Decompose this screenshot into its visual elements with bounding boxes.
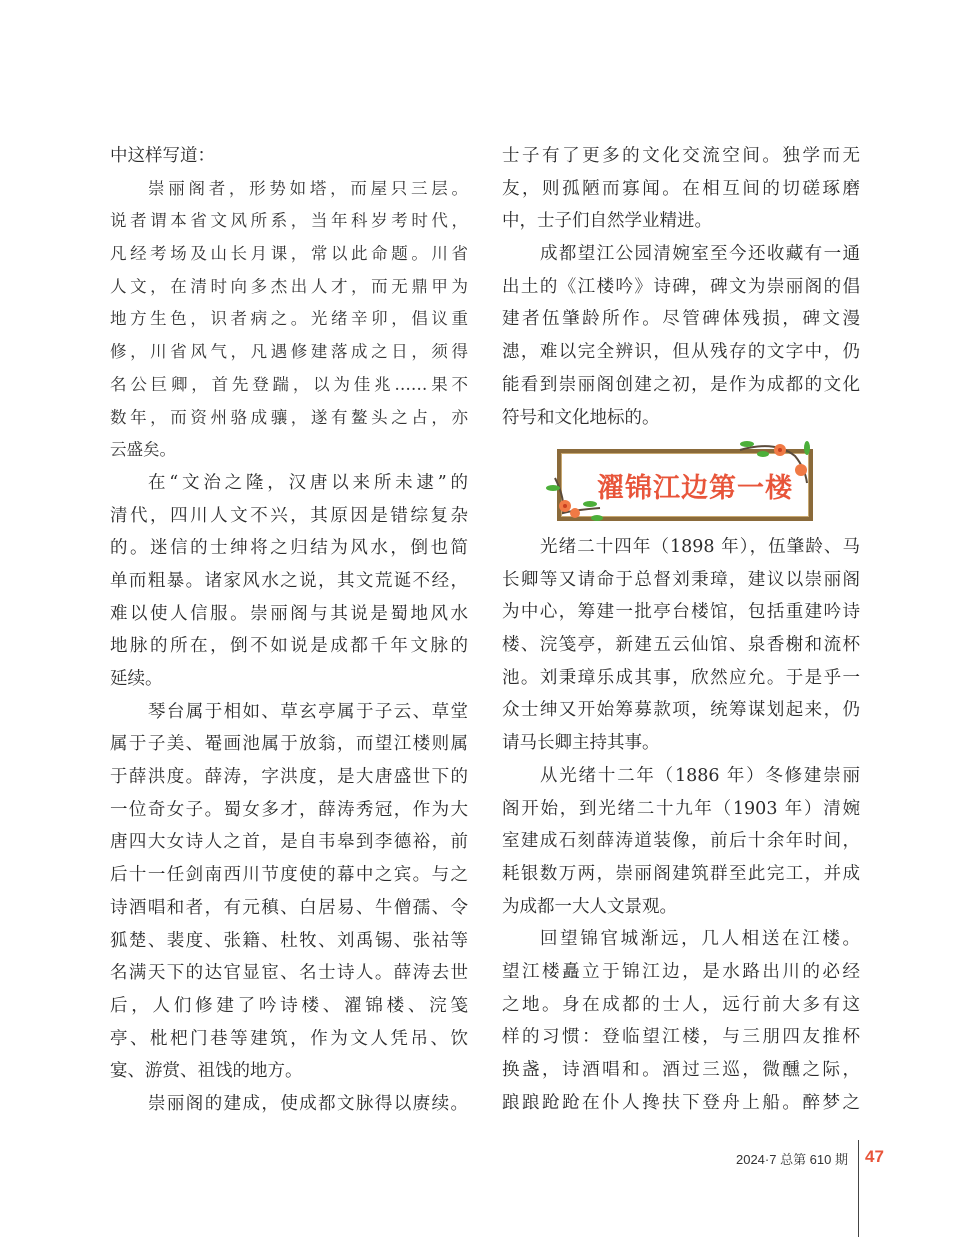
text-line: 地脉的所在，倒不如说是成都千年文脉的 [110,636,468,657]
section-heading: 濯锦江边第一楼 [597,472,793,504]
text-line: 清代，四川人文不兴，其原因是错综复杂 [110,505,468,526]
text-line: 名满天下的达官显宦、名士诗人。薛涛去世 [110,963,468,984]
issue-info: 2024·7 总第 610 期 [735,1152,848,1167]
flower-branch-icon [735,438,815,488]
text-line: 于薛洪度。薛涛，字洪度，是大唐盛世下的 [110,767,468,788]
text-line: 一位奇女子。蜀女多才，薛涛秀冠，作为大 [110,799,468,820]
text-line: 中，士子们自然学业精进。 [502,211,712,232]
text-line: 诗酒唱和者，有元稹、白居易、牛僧孺、令 [110,897,468,918]
text-line: 难以使人信服。崇丽阁与其说是蜀地风水 [110,603,468,624]
text-line: 士子有了更多的文化交流空间。独学而无 [502,146,860,166]
paragraph [110,140,468,173]
footer-divider [858,1140,859,1237]
text-line: 宴、游赏、祖饯的地方。 [110,1061,303,1082]
paragraph [502,140,860,238]
text-line: 崇丽阁者，形势如塔，而屋只三层。 [148,178,468,198]
text-line: 请马长卿主持其事。 [502,733,660,754]
text-line: 光绪二十四年（1898 年），伍肇龄、马 [540,537,860,557]
text-line: 建者伍肇龄所作。尽管碑体残损，碑文漫 [502,309,860,330]
text-line: 换盏，诗酒唱和。酒过三巡，微醺之际， [502,1060,860,1080]
text-line: 后，人们修建了吟诗楼、濯锦楼、浣笺 [110,995,468,1016]
text-line: 人文，在清时向多杰出人才，而无鼎甲为 [110,276,468,296]
text-line: 的。迷信的士绅将之归结为风水，倒也简 [110,538,468,559]
text-line: 样的习惯：登临望江楼，与三朋四友推杯 [502,1027,860,1048]
text-line: 琴台属于相如、草玄亭属于子云、草堂 [148,701,468,722]
text-line: 数年，而资州骆成骧，遂有鳌头之占，亦 [110,407,468,427]
right-column-bottom [502,531,860,1119]
text-line: 修，川省风气，凡遇修建落成之日，须得 [110,342,468,362]
text-line: 崇丽阁的建成，使成都文脉得以赓续。 [148,1093,468,1114]
text-line: 名公巨卿，首先登踹，以为佳兆……果不 [110,374,468,394]
paragraph [110,1088,468,1121]
text-line: 楼、浣笺亭，新建五云仙馆、泉香榭和流杯 [502,635,860,656]
text-line: 符号和文化地标的。 [502,407,660,428]
text-line: 从光绪十二年（1886 年）冬修建崇丽 [540,765,860,786]
text-line: 漶，难以完全辨识，但从残存的文字中，仍 [502,342,860,363]
text-line: 属于子美、罨画池属于放翁，而望江楼则属 [110,734,468,755]
text-line: 在“文治之隆，汉唐以来所未逮”的 [148,472,468,493]
right-column-top [502,140,860,434]
text-line: 亭、枇杷门巷等建筑，作为文人凭吊、饮 [110,1028,468,1049]
text-line: 说者谓本省文风所系，当年科岁考时代， [110,211,468,231]
text-line: 池。刘秉璋乐成其事，欣然应允。于是乎一 [502,667,860,688]
text-line: 回望锦官城渐远，几人相送在江楼。 [540,929,860,950]
text-line: 耗银数万两，崇丽阁建筑群至此完工，并成 [502,863,860,884]
text-line: 能看到崇丽阁创建之初，是作为成都的文化 [502,374,860,395]
flower-branch-icon [545,468,615,528]
text-line: 室建成石刻薛涛道装像，前后十余年时间， [502,831,860,852]
text-line: 成都望江公园清婉室至今还收藏有一通 [540,244,860,265]
paragraph [502,238,860,434]
left-column [110,140,468,1121]
text-line: 狐楚、裴度、张籍、杜牧、刘禹锡、张祜等 [110,930,468,951]
text-line: 出土的《江楼吟》诗碑，碑文为崇丽阁的倡 [502,276,860,297]
text-line: 唐四大女诗人之首，是自韦皋到李德裕，前 [110,832,468,853]
paragraph [110,467,468,696]
text-line: 为成都一大人文景观。 [502,896,677,917]
text-line: 众士绅又开始筹募款项，统筹谋划起来，仍 [502,700,860,721]
text-line: 望江楼矗立于锦江边，是水路出川的必经 [502,961,860,982]
text-line: 地方生色，识者病之。光绪辛卯，倡议重 [110,309,468,329]
text-line: 后十一任剑南西川节度使的幕中之宾。与之 [110,865,468,886]
text-line: 凡经考场及山长月课，常以此命题。川省 [110,244,468,264]
paragraph [502,923,860,1119]
text-line: 之地。身在成都的士人，远行前大多有这 [502,994,860,1015]
text-line: 友，则孤陋而寡闻。在相互间的切磋琢磨 [502,178,860,199]
text-line: 云盛矣。 [110,440,176,460]
text-line: 为中心，筹建一批亭台楼馆，包括重建吟诗 [502,602,860,623]
paragraph [502,531,860,760]
text-line: 阁开始，到光绪二十九年（1903 年）清婉 [502,798,860,819]
page-number: 47 [865,1147,884,1166]
paragraph [502,760,860,923]
text-line: 延续。 [110,669,163,689]
block-quote [110,173,468,467]
text-line: 单而粗暴。诸家风水之说，其文荒诞不经， [110,570,468,591]
text-line: 长卿等又请命于总督刘秉璋，建议以崇丽阁 [502,569,860,590]
text-line: 中这样写道： [110,146,215,166]
paragraph [110,696,468,1088]
text-line: 踉踉跄跄在仆人搀扶下登舟上船。醉梦之 [502,1092,860,1113]
